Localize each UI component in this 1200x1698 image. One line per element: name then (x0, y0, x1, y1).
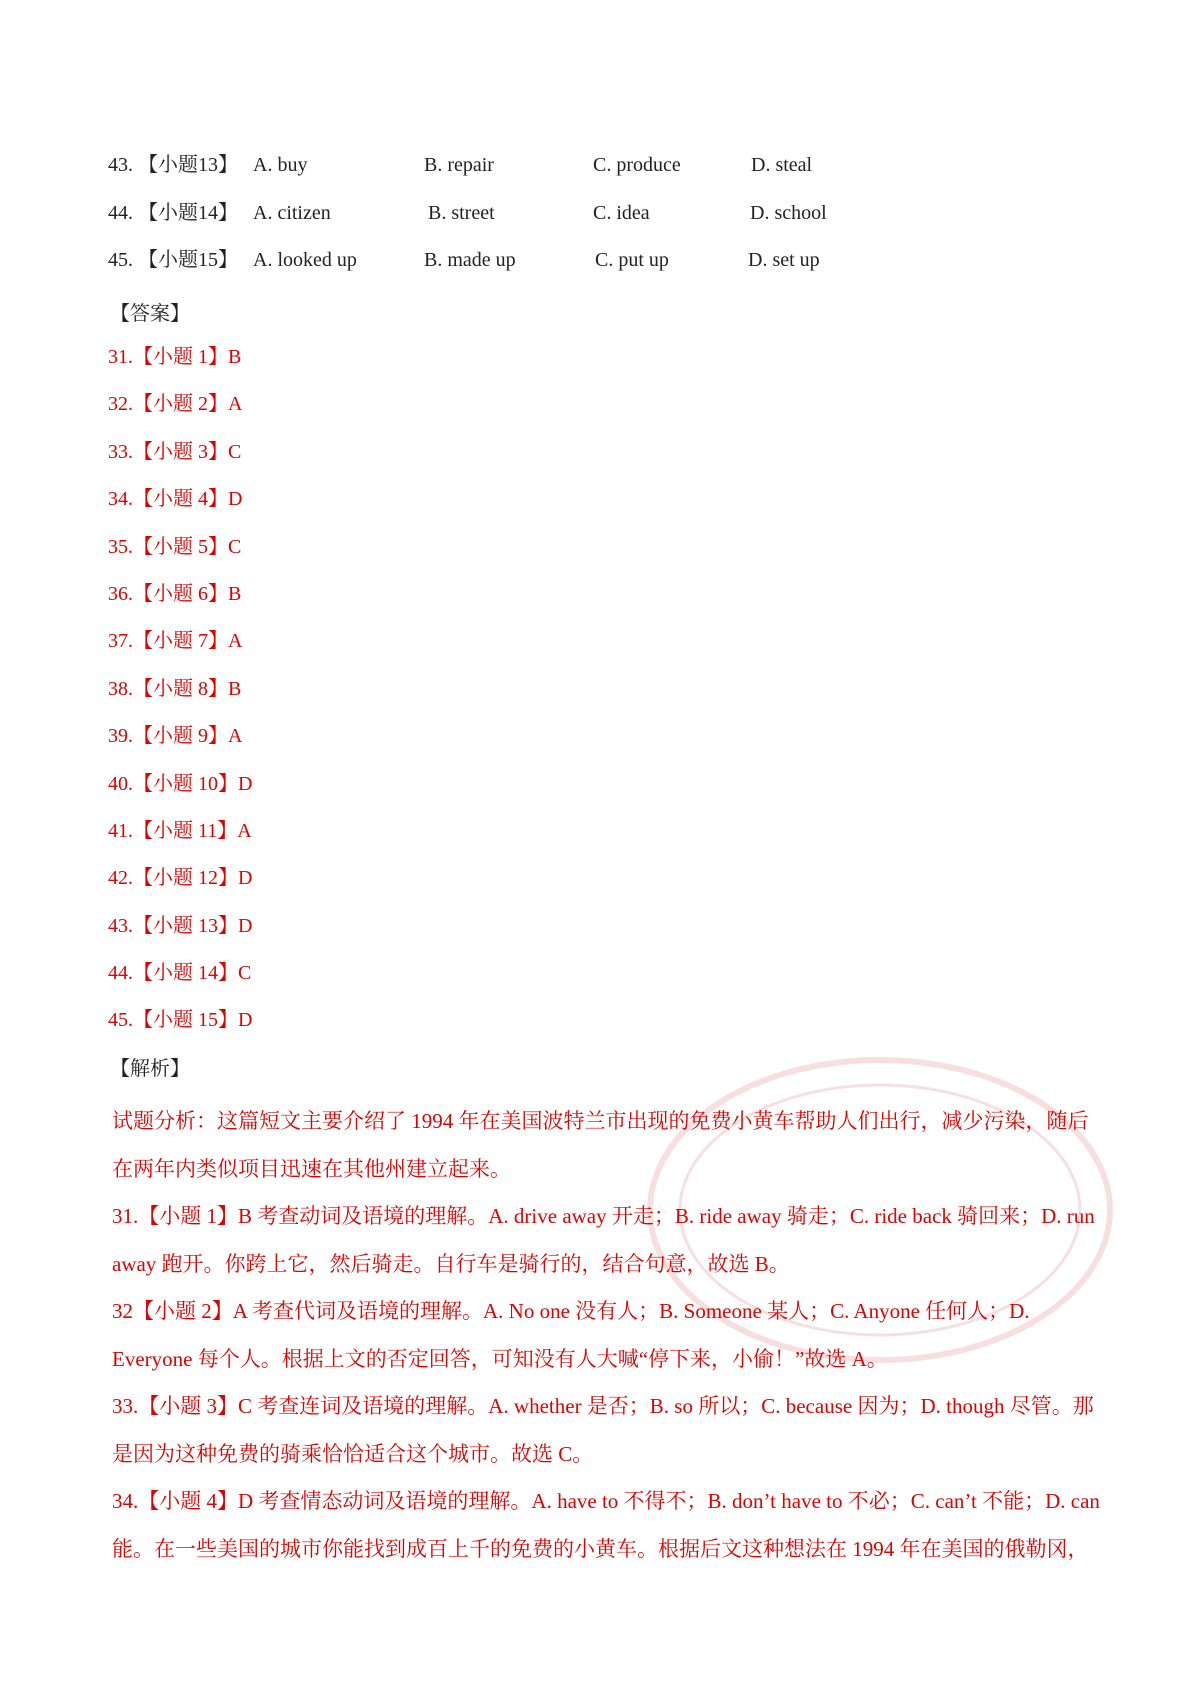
option-row (108, 152, 1008, 200)
options-list (108, 152, 1008, 295)
analysis-paragraph: 32【小题 2】A 考查代词及语境的理解。A. No one 没有人；B. Someone 某人；C. Anyone 任何人；D. Everyone 每个人。根据上文的否定回答，可知没有人大喊“停下来，小偷！”故选 A。 (112, 1299, 1030, 1371)
answer-item: 39.【小题 9】A (108, 725, 243, 748)
answer-item: 40.【小题 10】D (108, 772, 253, 795)
option-d: D. school (750, 201, 827, 224)
option-a: A. citizen (253, 201, 331, 224)
option-d: D. steal (751, 154, 813, 176)
option-b: B. street (428, 201, 495, 224)
option-a: A. looked up (253, 249, 357, 271)
option-b: B. made up (424, 249, 516, 271)
option-c: C. idea (593, 201, 650, 224)
question-number: 45. (108, 249, 133, 271)
analysis-heading: 【解析】 (110, 1058, 190, 1080)
answer-list (108, 344, 252, 1055)
question-number: 43. (108, 154, 133, 176)
analysis-paragraph: 试题分析：这篇短文主要介绍了 1994 年在美国波特兰市出现的免费小黄车帮助人们出行，减少污染，随后在两年内类似项目迅速在其他州建立起来。 (112, 1109, 1089, 1181)
option-c: C. produce (593, 154, 681, 176)
answer-item: 38.【小题 8】B (108, 677, 242, 700)
option-a: A. buy (253, 154, 308, 176)
analysis-body (112, 1098, 1102, 1573)
answer-item: 44.【小题 14】C (108, 962, 252, 985)
question-tag: 【小题13】 (138, 154, 238, 176)
answer-item: 36.【小题 6】B (108, 582, 242, 605)
question-tag: 【小题14】 (138, 201, 238, 224)
answer-item: 43.【小题 13】D (108, 914, 253, 937)
analysis-paragraph: 33.【小题 3】C 考查连词及语境的理解。A. whether 是否；B. so 所以；C. because 因为；D. though 尽管。那是因为这种免费的骑乘恰恰适合这个城市。故选 C。 (112, 1394, 1094, 1466)
answer-item: 41.【小题 11】A (108, 819, 252, 842)
question-tag: 【小题15】 (138, 249, 238, 271)
answer-item: 37.【小题 7】A (108, 630, 243, 653)
answer-heading: 【答案】 (110, 303, 190, 325)
answer-item: 42.【小题 12】D (108, 867, 253, 890)
answer-item: 45.【小题 15】D (108, 1009, 253, 1032)
option-d: D. set up (748, 249, 820, 271)
answer-item: 34.【小题 4】D (108, 488, 243, 511)
analysis-paragraph: 31.【小题 1】B 考查动词及语境的理解。A. drive away 开走；B. ride away 骑走；C. ride back 骑回来；D. run away 跑开。你跨上它，然后骑走。自行车是骑行的，结合句意，故选 B。 (112, 1204, 1095, 1276)
answer-item: 35.【小题 5】C (108, 535, 242, 558)
option-b: B. repair (424, 154, 494, 176)
option-row (108, 200, 1008, 248)
answer-item: 33.【小题 3】C (108, 440, 242, 463)
option-c: C. put up (595, 249, 669, 271)
analysis-paragraph: 34.【小题 4】D 考查情态动词及语境的理解。A. have to 不得不；B. don’t have to 不必；C. can’t 不能；D. can 能。在一些美国的城市你能找到成百上千的免费的小黄车。根据后文这种想法在 1994 年在美国的俄勒冈， (112, 1489, 1100, 1561)
answer-item: 31.【小题 1】B (108, 346, 242, 368)
option-row (108, 247, 1008, 295)
question-number: 44. (108, 201, 133, 224)
answer-item: 32.【小题 2】A (108, 393, 243, 416)
